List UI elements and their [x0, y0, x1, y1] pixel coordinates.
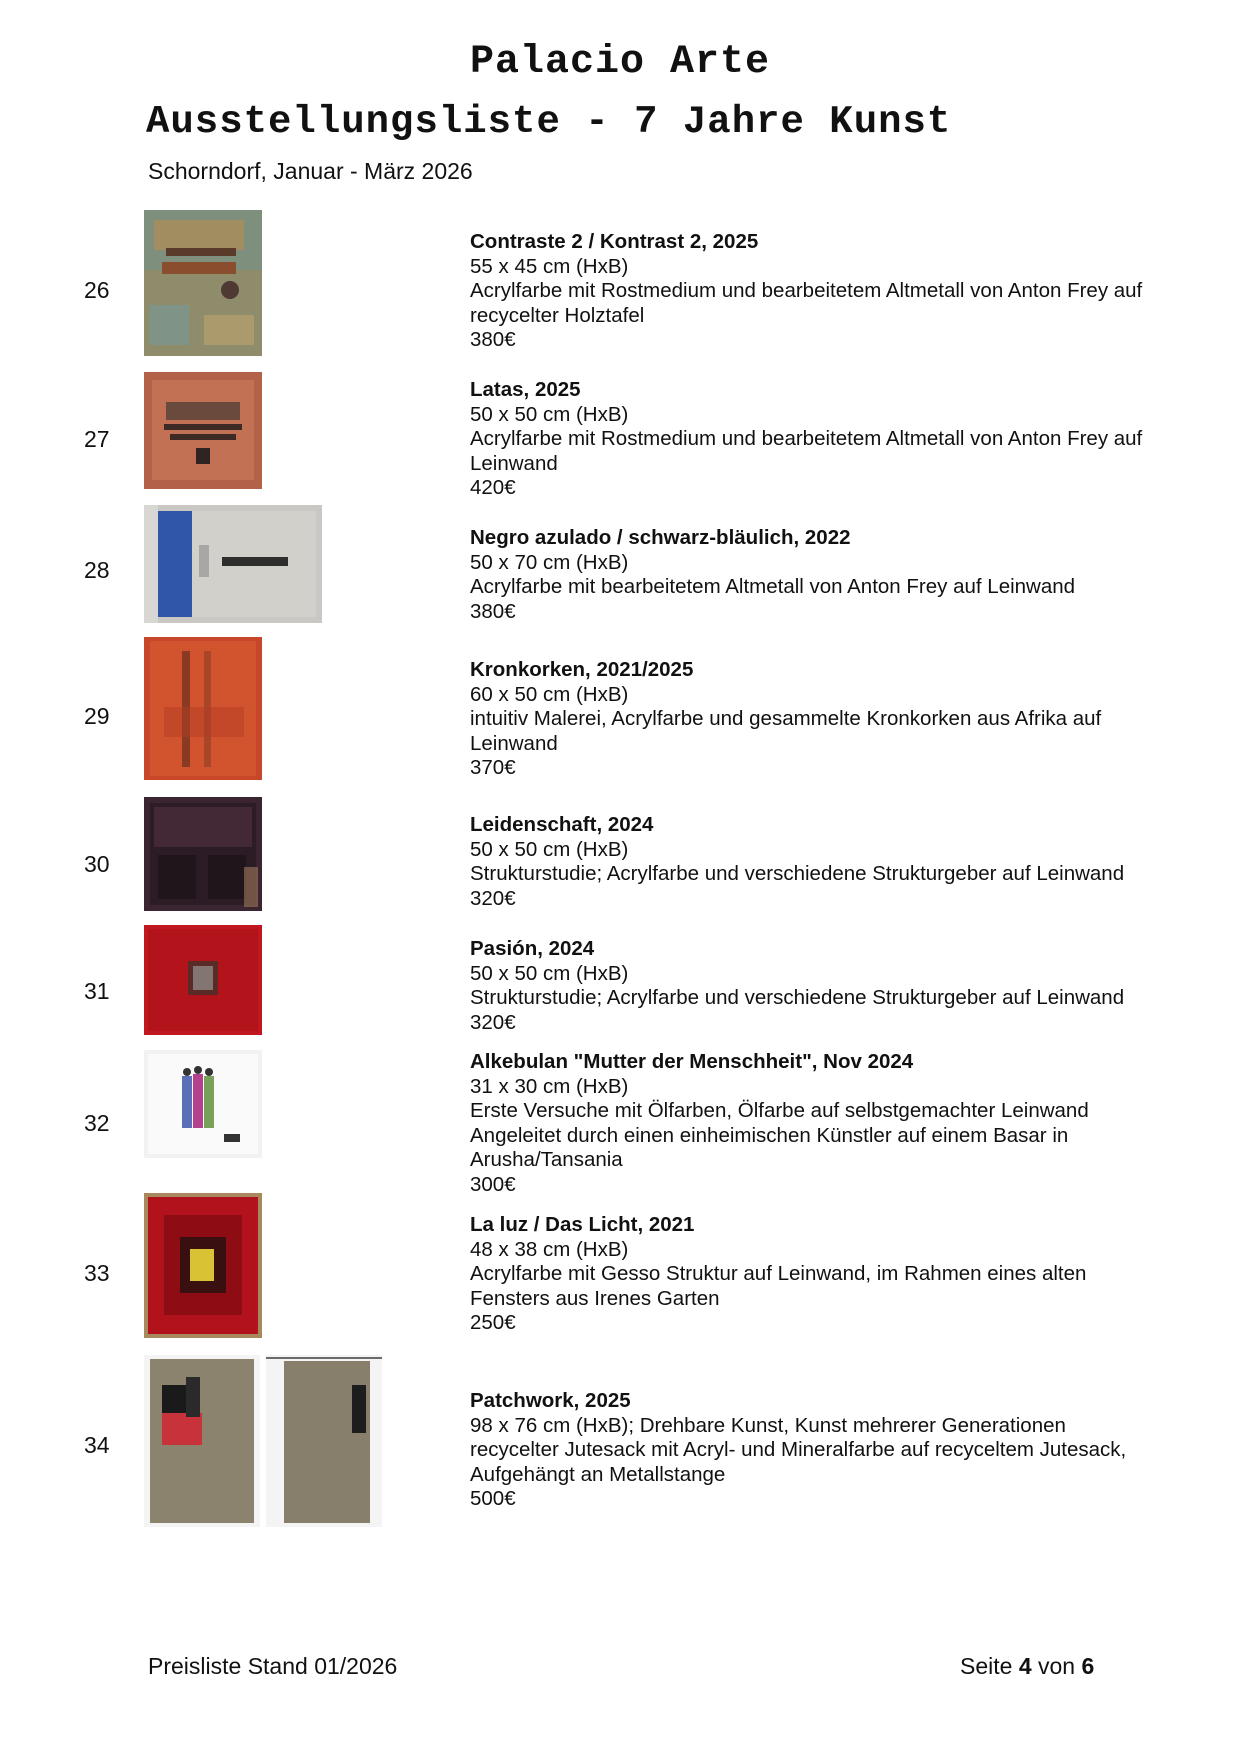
artwork-title: Kronkorken, 2021/2025 [470, 658, 694, 681]
artwork-price: 370€ [470, 756, 516, 779]
artwork-price: 320€ [470, 1010, 516, 1034]
price-list-status: Preisliste Stand 01/2026 [148, 1653, 398, 1679]
artwork-technique: Erste Versuche mit Ölfarben, Ölfarbe auf selbstgemachter Leinwand [470, 1099, 1089, 1122]
artwork-description [470, 230, 1170, 353]
artwork-size: 60 x 50 cm (HxB) [470, 682, 629, 706]
artwork-title: Contraste 2 / Kontrast 2, 2025 [470, 230, 759, 253]
artwork-title: Latas, 2025 [470, 378, 581, 401]
artwork-technique: Angeleitet durch einen einheimischen Künstler auf einem Basar in [470, 1123, 1069, 1147]
artwork-number: 30 [84, 851, 110, 877]
artwork-image-front [144, 1355, 260, 1527]
artwork-technique: recycelter Holztafel [470, 303, 645, 327]
artwork-technique: intuitiv Malerei, Acrylfarbe und gesammelte Kronkorken aus Afrika auf [470, 707, 1102, 730]
artwork-price: 380€ [470, 599, 516, 623]
artwork-number: 33 [84, 1260, 110, 1286]
artwork-technique: Acrylfarbe mit bearbeitetem Altmetall von Anton Frey auf Leinwand [470, 575, 1076, 598]
artwork-title: Pasión, 2024 [470, 937, 595, 960]
artwork-number: 34 [84, 1432, 110, 1458]
artwork-description [470, 813, 1170, 911]
artwork-image [144, 925, 262, 1035]
artwork-image [144, 372, 262, 489]
artwork-title: Negro azulado / schwarz-bläulich, 2022 [470, 526, 851, 549]
artwork-image [144, 797, 262, 911]
artwork-size: 50 x 50 cm (HxB) [470, 402, 629, 426]
artwork-number: 27 [84, 426, 110, 452]
artwork-price: 500€ [470, 1487, 516, 1510]
artwork-technique: Strukturstudie; Acrylfarbe und verschiedene Strukturgeber auf Leinwand [470, 986, 1125, 1009]
artwork-technique: Acrylfarbe mit Rostmedium und bearbeitetem Altmetall von Anton Frey auf [470, 279, 1143, 302]
artwork-technique: Acrylfarbe mit Gesso Struktur auf Leinwand, im Rahmen eines alten [470, 1262, 1087, 1285]
artwork-image [144, 210, 262, 356]
artwork-number: 28 [84, 557, 110, 583]
artwork-technique: Fensters aus Irenes Garten [470, 1286, 720, 1310]
artwork-size: 55 x 45 cm (HxB) [470, 254, 629, 278]
page-separator: von [1038, 1653, 1076, 1679]
artwork-technique: Leinwand [470, 451, 558, 475]
artwork-price: 380€ [470, 328, 516, 351]
artwork-title: Alkebulan "Mutter der Menschheit", Nov 2024 [470, 1050, 914, 1073]
artwork-price: 300€ [470, 1172, 516, 1196]
place-date: Schorndorf, Januar - März 2026 [148, 158, 473, 184]
artwork-description [470, 1389, 1170, 1512]
artwork-number: 26 [84, 277, 110, 303]
page-current: 4 [1018, 1653, 1032, 1679]
artwork-description [470, 378, 1170, 501]
artwork-size: 98 x 76 cm (HxB); Drehbare Kunst, Kunst mehrerer Generationen [470, 1413, 1066, 1437]
page-title: Palacio Arte [469, 40, 771, 85]
artwork-image [144, 1193, 262, 1338]
artwork-technique: Leinwand [470, 731, 558, 755]
artwork-size: 50 x 50 cm (HxB) [470, 837, 629, 861]
artwork-technique: recycelter Jutesack mit Acryl- und Mineralfarbe auf recyceltem Jutesack, [470, 1438, 1127, 1461]
artwork-technique: Acrylfarbe mit Rostmedium und bearbeitetem Altmetall von Anton Frey auf [470, 427, 1143, 450]
artwork-number: 31 [84, 978, 110, 1004]
page-subtitle: Ausstellungsliste - 7 Jahre Kunst [146, 100, 952, 144]
artwork-image [144, 505, 322, 623]
artwork-description [470, 526, 1170, 624]
artwork-description [470, 1213, 1170, 1336]
page-number [960, 1653, 1094, 1680]
artwork-technique: Arusha/Tansania [470, 1148, 623, 1171]
artwork-image-back [266, 1355, 382, 1527]
artwork-technique: Aufgehängt an Metallstange [470, 1462, 726, 1486]
artwork-size: 31 x 30 cm (HxB) [470, 1074, 629, 1098]
artwork-price: 420€ [470, 476, 516, 499]
artwork-number: 29 [84, 703, 110, 729]
artwork-title: La luz / Das Licht, 2021 [470, 1213, 695, 1236]
artwork-technique: Strukturstudie; Acrylfarbe und verschiedene Strukturgeber auf Leinwand [470, 862, 1125, 885]
artwork-image [144, 1050, 262, 1158]
artwork-size: 50 x 50 cm (HxB) [470, 961, 629, 985]
page-total: 6 [1081, 1653, 1095, 1679]
artwork-image [144, 637, 262, 780]
artwork-size: 48 x 38 cm (HxB) [470, 1237, 629, 1261]
artwork-description [470, 658, 1170, 781]
artwork-title: Patchwork, 2025 [470, 1389, 631, 1412]
artwork-description [470, 1050, 1170, 1197]
artwork-price: 250€ [470, 1311, 516, 1334]
artwork-number: 32 [84, 1110, 110, 1136]
artwork-price: 320€ [470, 886, 516, 910]
artwork-description [470, 937, 1170, 1035]
page-prefix: Seite [960, 1653, 1013, 1679]
artwork-title: Leidenschaft, 2024 [470, 813, 654, 836]
artwork-size: 50 x 70 cm (HxB) [470, 550, 629, 574]
